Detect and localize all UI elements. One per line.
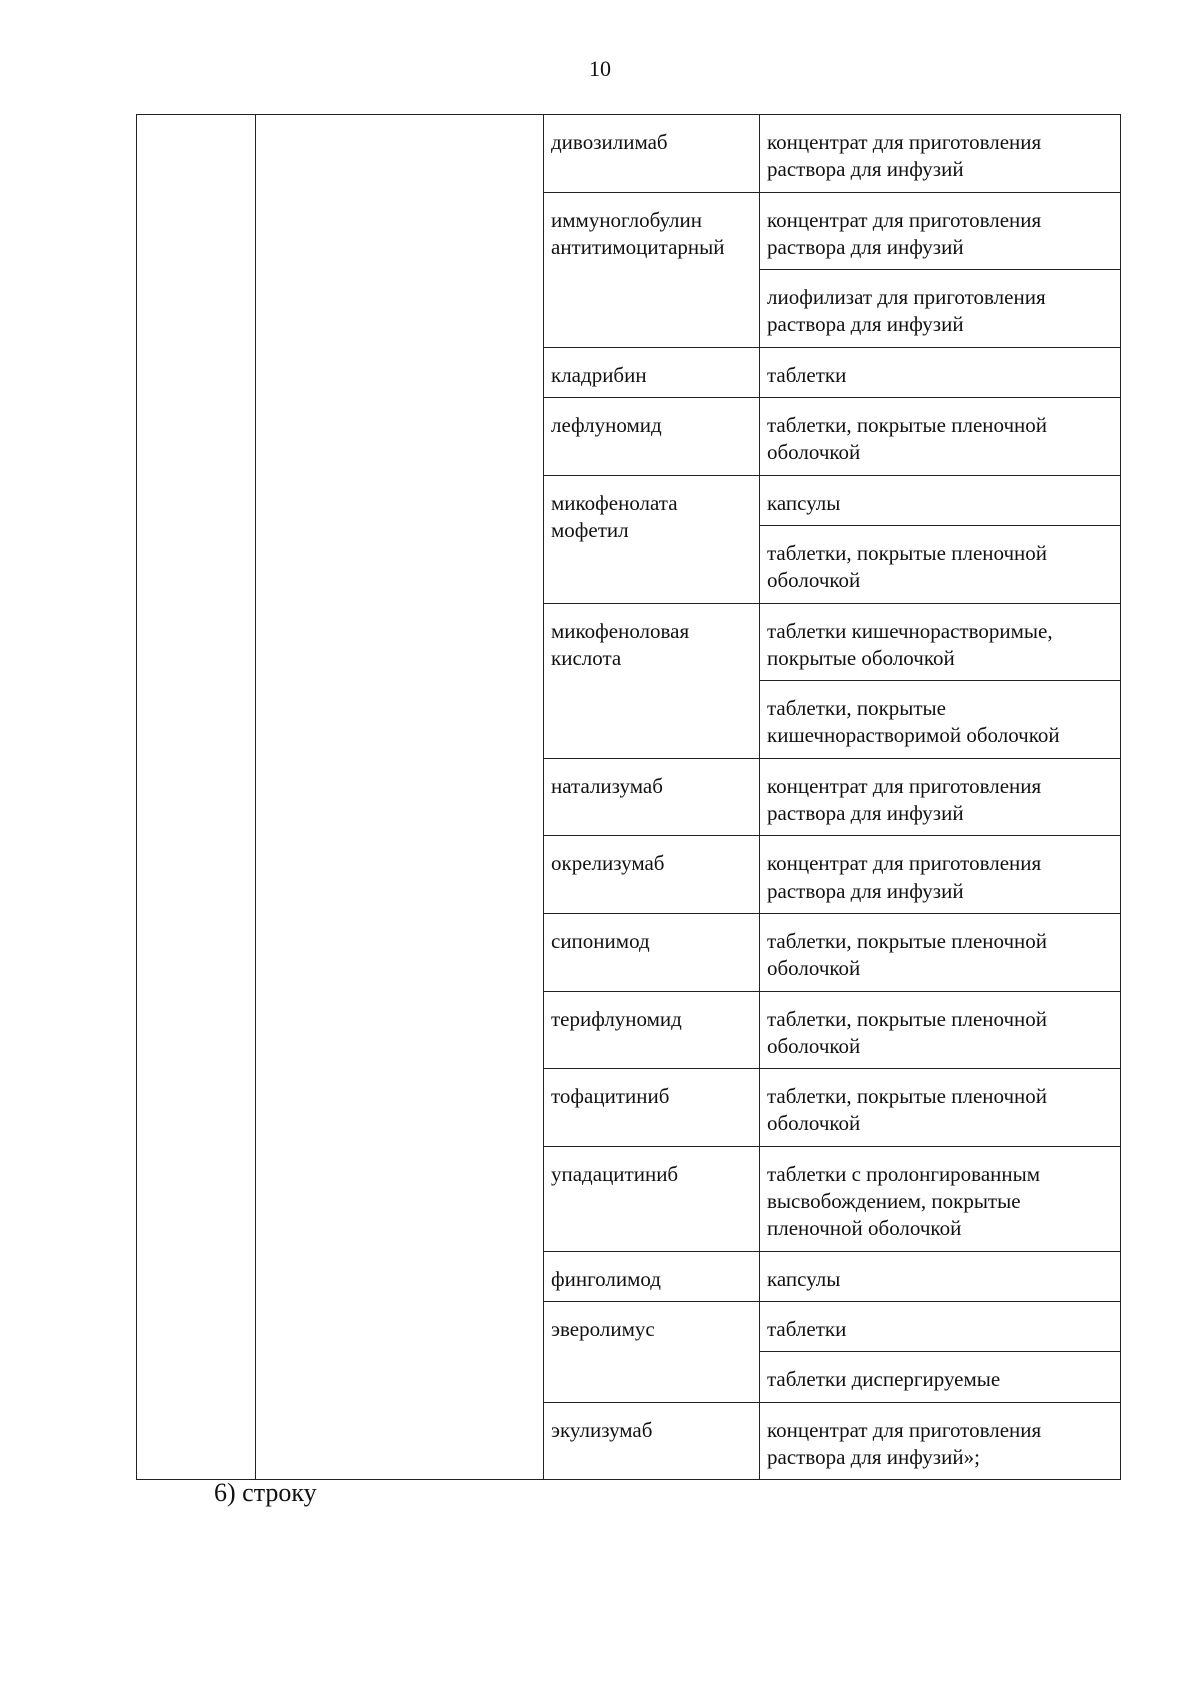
drug-name-cell: упадацитиниб [544,1146,760,1251]
dosage-form-cell: концентрат для приготовления раствора для инфузий [760,836,1121,914]
dosage-form-cell: таблетки, покрытые пленочной оболочкой [760,913,1121,991]
drug-name-cell: микофеноловая кислота [544,603,760,758]
table-row [137,115,1121,193]
drug-name-cell: сипонимод [544,913,760,991]
group-column-cell [256,115,544,1480]
drug-name-cell: тофацитиниб [544,1069,760,1147]
dosage-form-cell: таблетки с пролонгированным высвобождением, покрытые пленочной оболочкой [760,1146,1121,1251]
drug-name-cell: натализумаб [544,758,760,836]
drug-name-cell: терифлуномид [544,991,760,1069]
dosage-form-cell: таблетки, покрытые пленочной оболочкой [760,991,1121,1069]
dosage-form-cell: концентрат для приготовления раствора для инфузий»; [760,1402,1121,1480]
drug-name-cell: финголимод [544,1251,760,1301]
drug-name-cell: лефлуномид [544,398,760,476]
dosage-form-cell: таблетки [760,347,1121,397]
drug-name-cell: иммуноглобулин антитимоцитарный [544,192,760,347]
page-number: 10 [589,56,611,81]
dosage-form-cell: таблетки, покрытые пленочной оболочкой [760,525,1121,603]
drug-name-cell: микофенолата мофетил [544,475,760,603]
dosage-form-cell: концентрат для приготовления раствора для инфузий [760,115,1121,193]
drug-name-cell: кладрибин [544,347,760,397]
dosage-form-cell: таблетки кишечнорастворимые, покрытые оболочкой [760,603,1121,681]
footer-text: 6) строку [214,1478,317,1507]
code-column-cell [137,115,256,1480]
drug-name-cell: экулизумаб [544,1402,760,1480]
dosage-form-cell: таблетки [760,1301,1121,1351]
dosage-form-cell: капсулы [760,475,1121,525]
dosage-form-cell: таблетки, покрытые пленочной оболочкой [760,1069,1121,1147]
dosage-form-cell: таблетки диспергируемые [760,1352,1121,1402]
drug-name-cell: окрелизумаб [544,836,760,914]
drug-name-cell: эверолимус [544,1301,760,1402]
dosage-form-cell: таблетки, покрытые кишечнорастворимой оболочкой [760,681,1121,759]
dosage-form-cell: таблетки, покрытые пленочной оболочкой [760,398,1121,476]
drug-name-cell: дивозилимаб [544,115,760,193]
drug-table [136,114,1121,1480]
dosage-form-cell: лиофилизат для приготовления раствора для инфузий [760,270,1121,348]
dosage-form-cell: капсулы [760,1251,1121,1301]
dosage-form-cell: концентрат для приготовления раствора для инфузий [760,758,1121,836]
dosage-form-cell: концентрат для приготовления раствора для инфузий [760,192,1121,270]
